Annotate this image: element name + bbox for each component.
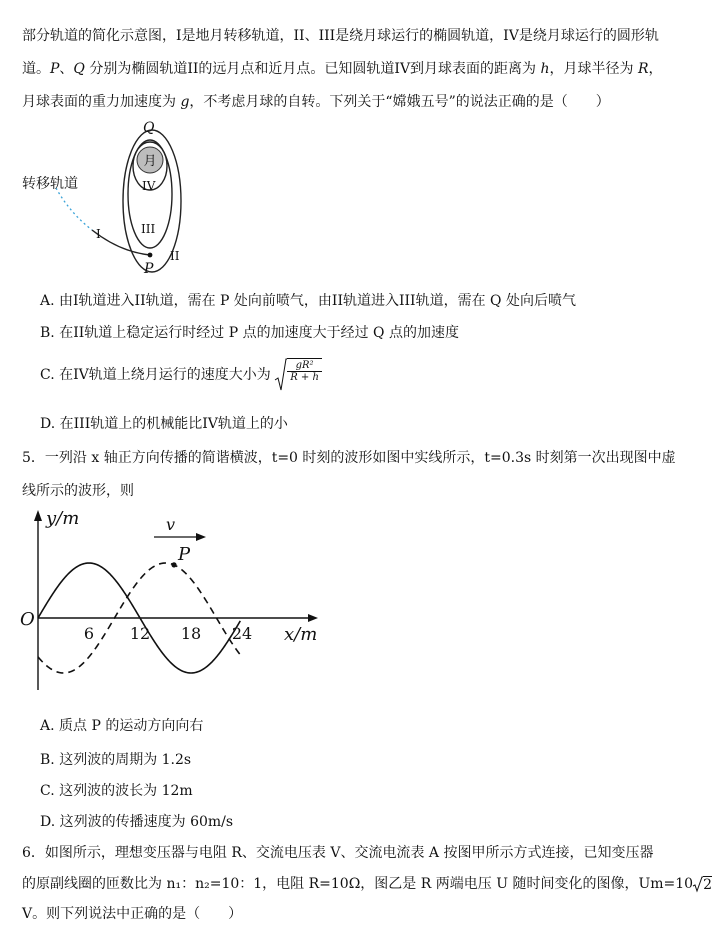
transfer-label: 转移轨道 bbox=[22, 176, 78, 192]
q4-option-a bbox=[40, 290, 576, 310]
intro-var-r: R bbox=[638, 61, 649, 77]
x-tick-label: 12 bbox=[129, 624, 151, 643]
y-axis-label: y/m bbox=[46, 508, 80, 529]
option-text: 由I轨道进入II轨道，需在 P 处向前喷气，由II轨道进入III轨道，需在 Q 处向后喷气 bbox=[59, 293, 576, 309]
option-text: 质点 P 的运动方向向右 bbox=[59, 718, 204, 734]
velocity-arrowhead bbox=[196, 533, 206, 541]
intro-line-1: 部分轨道的简化示意图，I是地月转移轨道，II、III是绕月球运行的椭圆轨道，IV是绕月球运行的圆形轨 bbox=[22, 28, 659, 44]
option-text: 这列波的传播速度为 60m/s bbox=[59, 814, 234, 830]
q5-stem-line-1: 5．一列沿 x 轴正方向传播的简谐横波，t=0 时刻的波形如图中实线所示，t=0.3s 时刻第一次出现图中虚 bbox=[22, 450, 676, 466]
orbit-diagram bbox=[20, 118, 220, 288]
sqrt-sign bbox=[693, 876, 703, 892]
q5-stem-line-2: 线所示的波形，则 bbox=[22, 483, 134, 499]
option-letter: B. bbox=[40, 325, 55, 341]
origin-label: O bbox=[20, 609, 35, 630]
q5-option-a bbox=[40, 715, 203, 735]
q6-line-2 bbox=[22, 873, 712, 893]
option-text: 在IV轨道上绕月运行的速度大小为 bbox=[59, 367, 271, 383]
transfer-orbit-dotted bbox=[56, 188, 92, 230]
label-ii: II bbox=[170, 249, 180, 263]
option-letter: C. bbox=[40, 367, 55, 383]
intro-var-p: P bbox=[50, 61, 60, 77]
label-i: I bbox=[96, 227, 101, 241]
fraction-denominator: R + h bbox=[290, 372, 319, 383]
intro-text: ， bbox=[648, 61, 663, 77]
q4-option-c bbox=[40, 358, 322, 392]
option-letter: C. bbox=[40, 783, 55, 799]
option-text: 在III轨道上的机械能比IV轨道上的小 bbox=[59, 416, 288, 432]
option-text: 这列波的周期为 1.2s bbox=[59, 752, 192, 768]
q5-option-d bbox=[40, 811, 233, 831]
q5-option-c bbox=[40, 780, 193, 800]
intro-line-2 bbox=[22, 58, 663, 78]
intro-var-h: h bbox=[540, 61, 550, 77]
intro-line-3 bbox=[22, 91, 610, 111]
x-tick-label: 18 bbox=[180, 624, 202, 643]
intro-text: ，不考虑月球的自转。下列关于“嫦娥五号”的说法正确的是（ ） bbox=[189, 94, 610, 110]
option-text: 在II轨道上稳定运行时经过 P 点的加速度大于经过 Q 点的加速度 bbox=[59, 325, 459, 341]
option-letter: D. bbox=[40, 814, 56, 830]
intro-text: 道。 bbox=[22, 61, 50, 77]
q6-line-2-text: 的原副线圈的匝数比为 n₁：n₂=10：1，电阻 R=10Ω，图乙是 R 两端电压 U 随时间变化的图像，Um=10 bbox=[22, 876, 694, 892]
intro-text: ，月球半径为 bbox=[549, 61, 638, 77]
option-text: 这列波的波长为 12m bbox=[59, 783, 193, 799]
intro-text: 月球表面的重力加速度为 bbox=[22, 94, 181, 110]
intro-text: 、 bbox=[59, 61, 74, 77]
intro-var-g: g bbox=[180, 94, 190, 110]
x-axis-arrow bbox=[308, 614, 318, 622]
intro-var-q: Q bbox=[73, 61, 85, 77]
option-letter: D. bbox=[40, 416, 56, 432]
q4-option-b bbox=[40, 322, 459, 342]
point-p-label: P bbox=[178, 543, 191, 565]
option-letter: B. bbox=[40, 752, 55, 768]
sqrt-expression bbox=[275, 358, 322, 392]
q6-line-1: 6．如图所示，理想变压器与电阻 R、交流电压表 V、交流电流表 A 按图甲所示方式连接，已知变压器 bbox=[22, 845, 654, 861]
wave-chart bbox=[12, 500, 332, 700]
q6-sqrt-value: 2 bbox=[703, 876, 712, 893]
q6-line-3: V。则下列说法中正确的是（ ） bbox=[22, 906, 243, 922]
sqrt-sign bbox=[275, 358, 287, 392]
q5-option-b bbox=[40, 749, 191, 769]
option-letter: A. bbox=[40, 718, 55, 734]
point-p-marker bbox=[171, 562, 176, 567]
label-q: Q bbox=[143, 120, 155, 136]
label-iii: III bbox=[141, 222, 156, 236]
option-letter: A. bbox=[40, 293, 55, 309]
velocity-label: v bbox=[166, 515, 176, 534]
intro-text: 分别为椭圆轨道II的远月点和近月点。已知圆轨道IV到月球表面的距离为 bbox=[84, 61, 541, 77]
x-axis-label: x/m bbox=[284, 624, 318, 645]
x-tick-label: 24 bbox=[231, 624, 253, 643]
label-iv: IV bbox=[142, 179, 156, 193]
label-p: P bbox=[144, 261, 154, 277]
point-p bbox=[148, 253, 153, 258]
q4-option-d bbox=[40, 413, 288, 433]
x-tick-label: 6 bbox=[83, 624, 95, 643]
fraction-numerator: gR² bbox=[287, 360, 322, 372]
moon-label: 月 bbox=[143, 154, 157, 169]
y-axis-arrow bbox=[34, 510, 42, 521]
fraction bbox=[287, 358, 322, 392]
q6-sqrt bbox=[693, 876, 712, 893]
